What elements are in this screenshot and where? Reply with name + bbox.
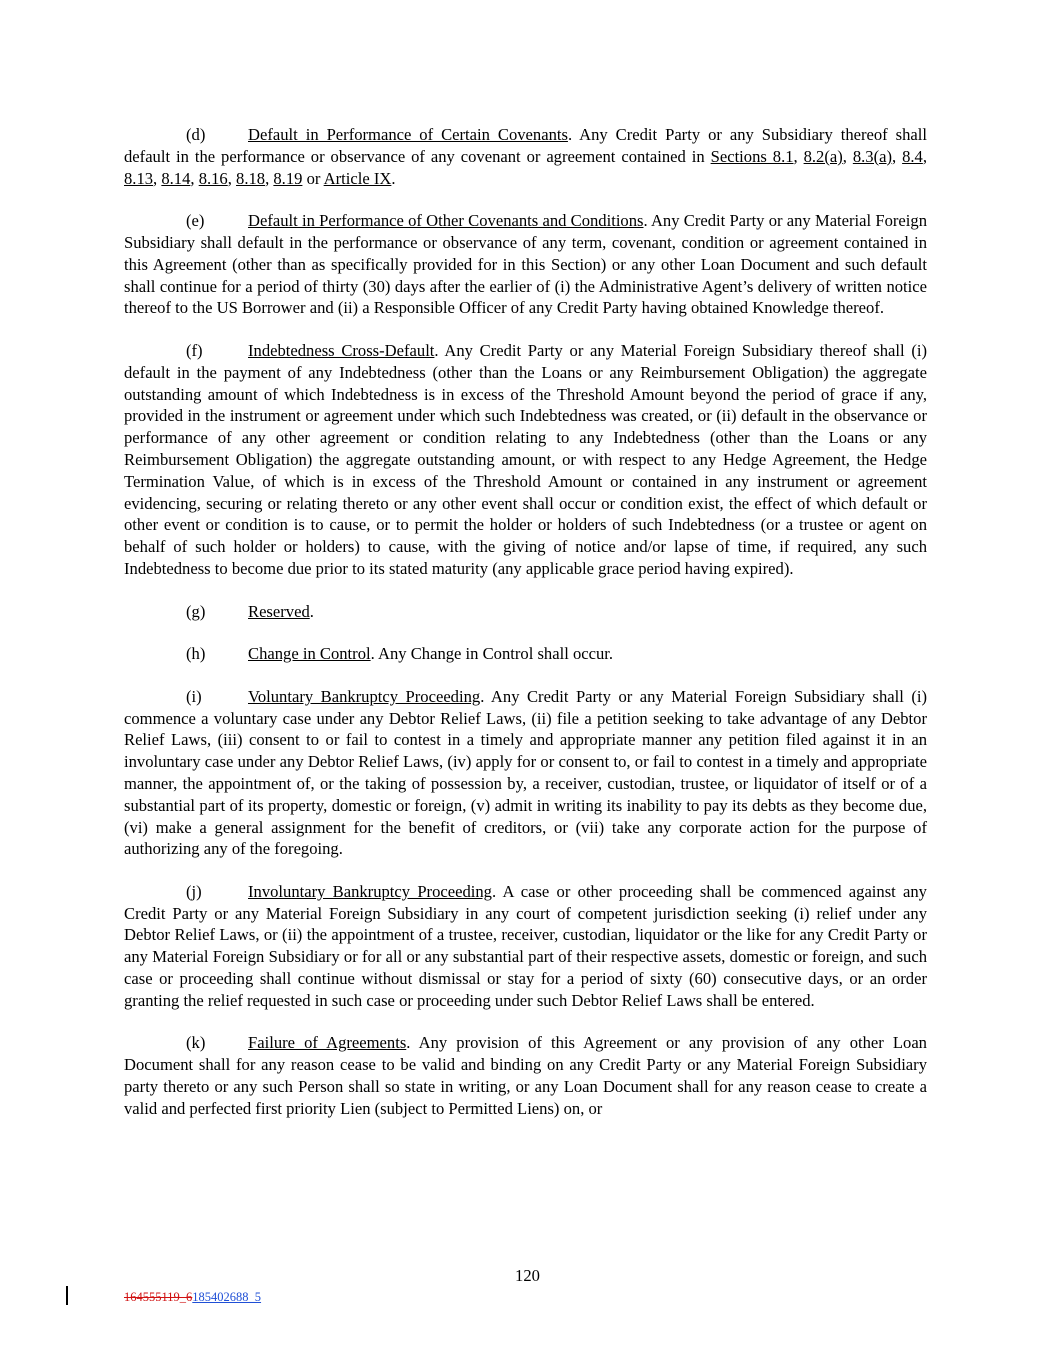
section-heading: Failure of Agreements [248,1033,407,1053]
section-label: (d) [186,125,206,144]
section-e [124,210,927,319]
section-heading: Reserved [248,601,310,621]
cross-reference: 8.16 [198,168,228,188]
section-j [124,881,927,1012]
section-label: (j) [186,881,202,901]
section-heading: Default in Performance of Other Covenants and Conditions [248,211,644,231]
page-number: 120 [515,1266,540,1285]
cross-reference: 8.4 [902,146,923,166]
section-text: . [309,601,314,621]
section-f [124,340,927,580]
document-body [124,124,927,1140]
section-label: (k) [186,1033,206,1053]
cross-reference: Sections 8.1 [710,146,794,166]
separator: , [793,146,804,166]
section-heading: Change in Control [248,644,371,664]
conjunction: or [302,168,324,188]
section-d [124,124,927,189]
section-heading: Default in Performance of Certain Covenants [248,125,568,144]
section-text: . Any Credit Party or any Subsidiary thereof shall default in the performance or observance of any covenant or agreement contained in [124,125,927,166]
section-heading: Voluntary Bankruptcy Proceeding [248,686,481,706]
separator: , [153,168,162,188]
deleted-doc-id: 164555119_6 [124,1290,193,1304]
section-k [124,1032,927,1119]
cross-reference: Article IX [323,168,392,188]
section-text: . Any Credit Party or any Material Foreign Subsidiary shall (i) commence a voluntary case under any Debtor Relief Laws, (ii) file a petition seeking to take advantage of any Debtor Relief Laws, (iii) consent to or fail to contest in a timely and appropriate manner any petition filed against it in an involuntary case under any Debtor Relief Laws, (iv) apply for or consent to, or fail to contest in a timely and appropriate manner, the appointment of, or the taking of possession by, a receiver, custodian, trustee, or liquidator of itself or of a substantial part of its property, domestic or foreign, (v) admit in writing its inability to pay its debts as they become due, (vi) make a general assignment for the benefit of creditors, or (vii) take any corporate action for the purpose of authorizing any of the foregoing. [124,686,927,859]
cross-reference: 8.19 [273,168,303,188]
section-text: . Any Credit Party or any Material Foreign Subsidiary shall default in the performance or observance of any term, covenant, condition or agreement contained in this Agreement (other than as specifically provided for in this Section) or any other Loan Document and such default shall continue for a period of thirty (30) days after the earlier of (i) the Administrative Agent’s delivery of written notice thereof to the US Borrower and (ii) a Responsible Officer of any Credit Party having obtained Knowledge thereof. [124,211,927,318]
section-label: (g) [186,601,206,621]
section-heading: Involuntary Bankruptcy Proceeding [248,881,492,901]
section-label: (h) [186,644,206,664]
section-h [124,643,927,665]
section-i [124,686,927,860]
section-text: . Any Credit Party or any Material Foreign Subsidiary thereof shall (i) default in the payment of any Indebtedness (other than the Loans or any Reimbursement Obligation) the aggregate outstanding amount of which Indebtedness is in excess of the Threshold Amount beyond the period of grace if any, provided in the instrument or agreement under which such Indebtedness was created, or (ii) default in the observance or performance of any other agreement or condition relating to any Indebtedness (other than the Loans or any Reimbursement Obligation) the aggregate outstanding amount, or with respect to any Hedge Agreement, the Hedge Termination Value, of which is in excess of the Threshold Amount or contained in any instrument or agreement evidencing, securing or relating thereto or any other event shall occur or condition exist, the effect of which default or other event or condition is to cause, or to permit the holder or holders of such Indebtedness (or a trustee or agent on behalf of such holder or holders) to cause, with the giving of notice and/or lapse of time, if required, any such Indebtedness to become due prior to its stated maturity (any applicable grace period having expired). [124,340,927,578]
cross-reference: 8.18 [236,168,266,188]
section-text: . A case or other proceeding shall be commenced against any Credit Party or any Material Foreign Subsidiary in any court of competent jurisdiction seeking (i) relief under any Debtor Relief Laws, or (ii) the appointment of a trustee, receiver, custodian, liquidator or the like for any Credit Party or any Material Foreign Subsidiary or for all or any substantial part of their respective assets, domestic or foreign, and such case or proceeding shall continue without dismissal or stay for a period of sixty (60) consecutive days, or an order granting the relief requested in such case or proceeding under such Debtor Relief Laws shall be entered. [124,881,927,1010]
period: . [391,168,396,188]
separator: , [265,168,274,188]
cross-reference: 8.14 [161,168,191,188]
separator: , [842,146,853,166]
separator: , [227,168,237,188]
section-label: (e) [186,211,205,231]
separator: , [922,146,927,166]
section-g [124,601,927,623]
section-text: . Any Change in Control shall occur. [370,644,614,664]
section-text: . Any provision of this Agreement or any provision of any other Loan Document shall for any reason cease to be valid and binding on any Credit Party or any Material Foreign Subsidiary party thereto or any such Person shall so state in writing, or any Loan Document shall for any reason cease to create a valid and perfected first priority Lien (subject to Permitted Liens) on, or [124,1033,927,1118]
section-label: (f) [186,340,203,360]
cross-reference: 8.3(a) [852,146,893,166]
cross-reference: 8.13 [124,168,154,188]
separator: , [190,168,199,188]
cross-reference: 8.2(a) [803,146,843,166]
section-heading: Indebtedness Cross-Default [248,340,435,360]
separator: , [892,146,903,166]
inserted-doc-id: 185402688_5 [192,1290,262,1304]
document-id [124,1290,261,1305]
section-label: (i) [186,686,202,706]
revision-change-bar [66,1286,68,1305]
